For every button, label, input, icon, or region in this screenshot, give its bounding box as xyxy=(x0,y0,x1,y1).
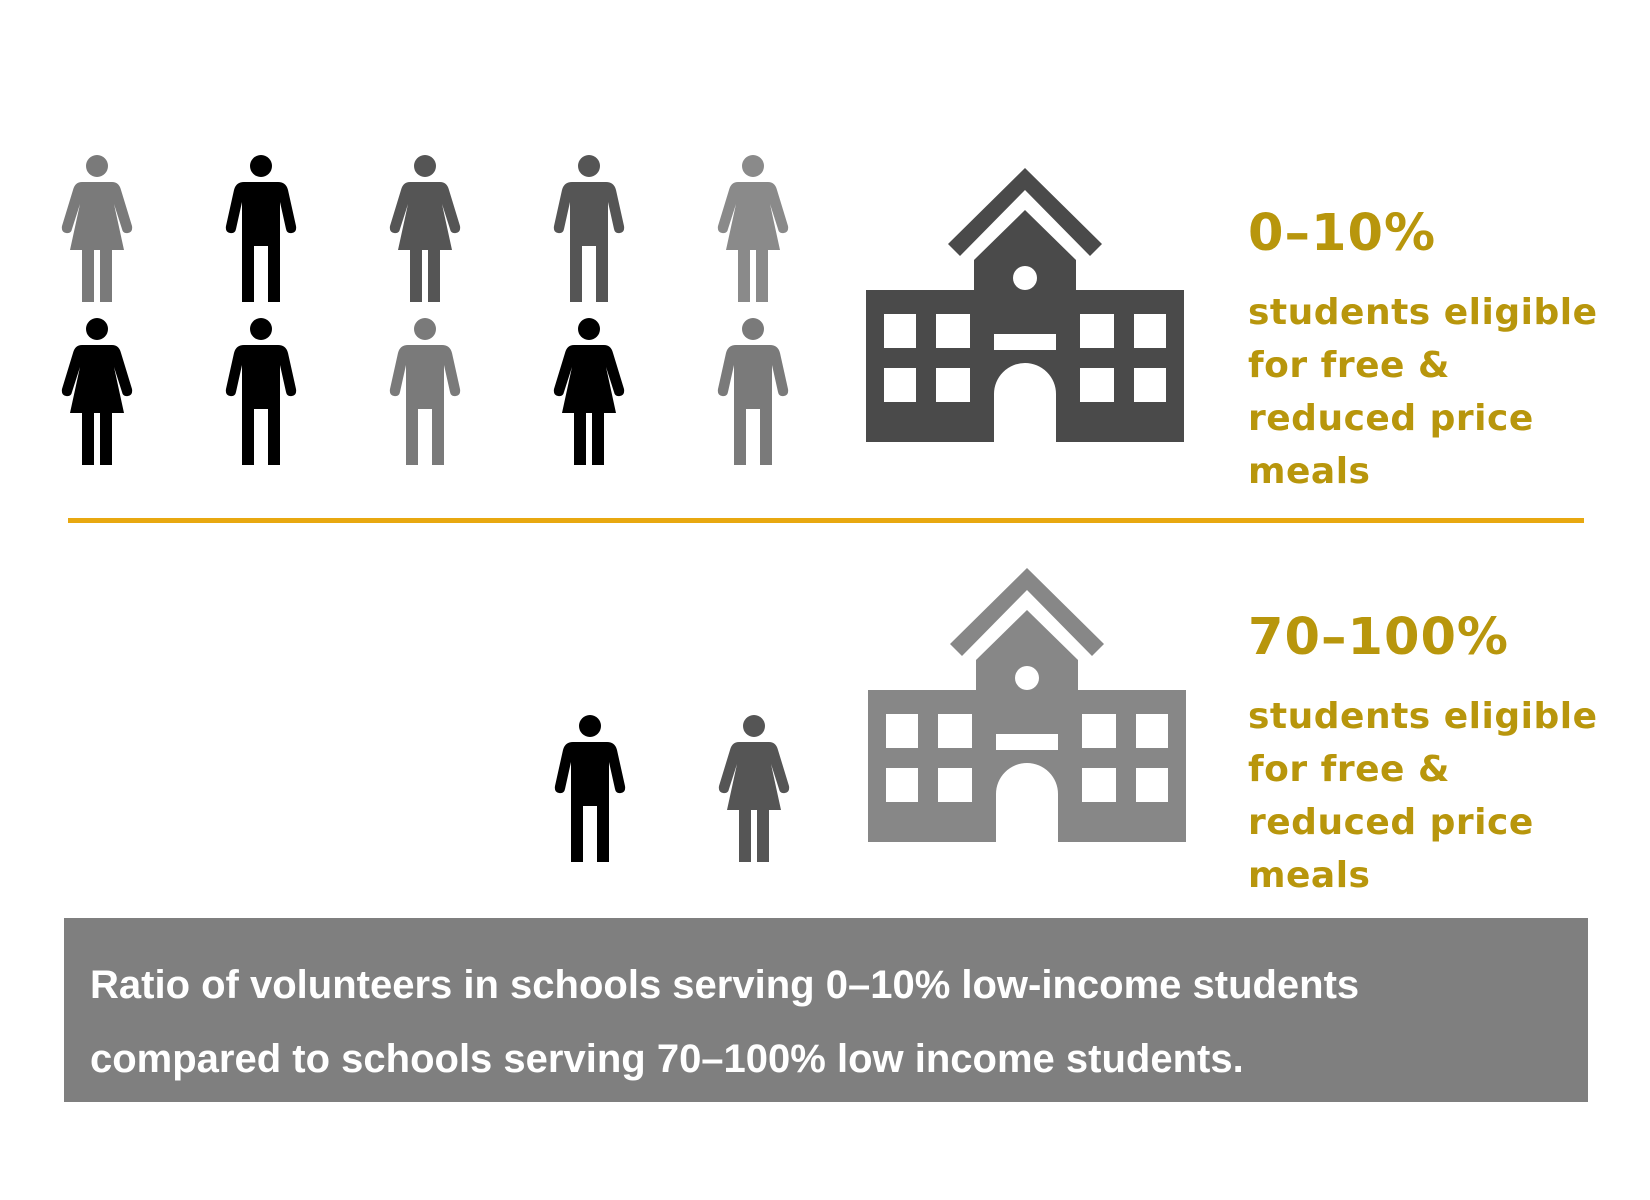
top-percent: 0–10% xyxy=(1248,204,1437,263)
school-svg xyxy=(866,168,1184,442)
school-shape xyxy=(866,168,1184,442)
top-group xyxy=(0,0,1650,520)
bottom-description: students eligible for free & reduced price meals xyxy=(1248,696,1598,896)
male-person-icon xyxy=(552,154,626,302)
bottom-group xyxy=(0,520,1650,900)
caption-line-2: compared to schools serving 70–100% low income students. xyxy=(90,1037,1244,1081)
caption-line-1: Ratio of volunteers in schools serving 0–10% low-income students xyxy=(90,963,1360,1007)
male-person-icon xyxy=(224,317,298,465)
male-person-icon xyxy=(716,317,790,465)
top-stat xyxy=(1248,204,1628,498)
bottom-percent: 70–100% xyxy=(1248,608,1510,667)
bottom-stat xyxy=(1248,608,1628,902)
female-person-icon xyxy=(388,154,462,302)
female-person-icon xyxy=(552,317,626,465)
school-svg xyxy=(868,568,1186,842)
female-person-icon xyxy=(60,154,134,302)
school-shape xyxy=(868,568,1186,842)
male-person-icon xyxy=(224,154,298,302)
female-person-icon xyxy=(716,154,790,302)
female-person-icon xyxy=(60,317,134,465)
female-person-icon xyxy=(717,714,791,862)
school-building-icon-top xyxy=(866,168,1184,442)
male-person-icon xyxy=(553,714,627,862)
caption-box xyxy=(64,918,1588,1102)
top-description: students eligible for free & reduced price meals xyxy=(1248,292,1598,492)
school-building-icon-bottom xyxy=(868,568,1186,842)
male-person-icon xyxy=(388,317,462,465)
